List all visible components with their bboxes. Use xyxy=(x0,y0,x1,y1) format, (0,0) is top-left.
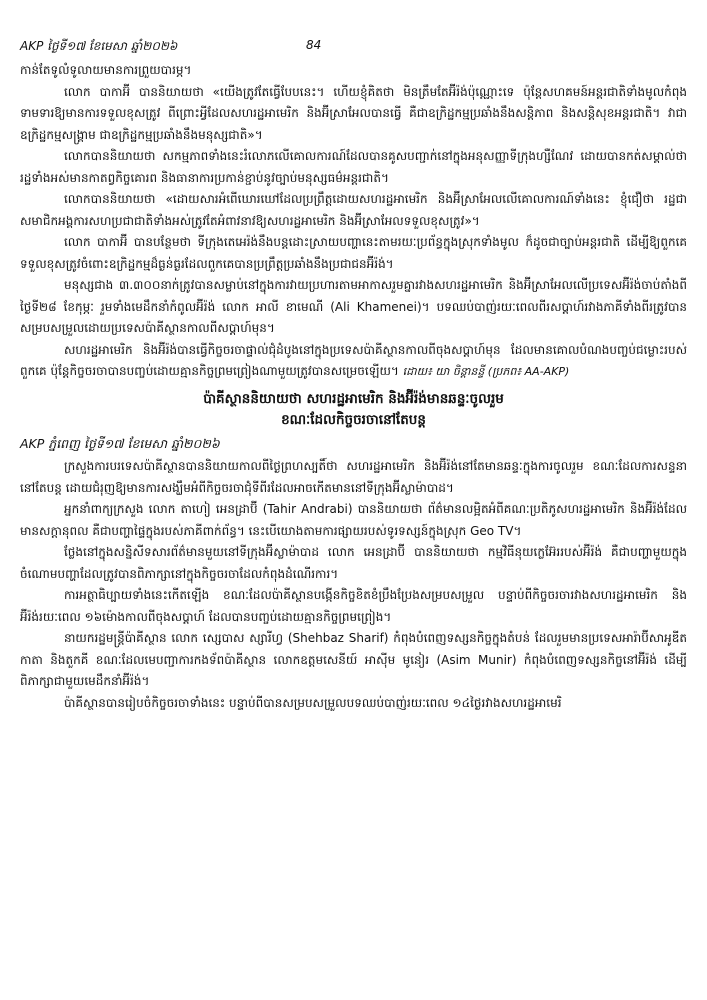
article2-paragraph: នាយករដ្ឋមន្ត្រីប៉ាគីស្ថាន លោក ស្សេបាស ស្សារីហ្វ (Shehbaz Sharif) កំពុងបំពេញទស្សនកិច្ចក្នុងតំបន់ ដែលរួមមានប្រទេសអារ៉ាប៊ីសាអូឌីត កាតា និងតួកគី ខណៈដែលមេបញ្ជាការកងទ័ពប៉ាគីស្ថាន លោកឧត្តមសេនីយ៍ អាស៊ីម មូនៀរ (Asim Munir) កំពុងបំពេញទស្សនកិច្ចនៅអ៊ីរ៉ង់ ដើម្បីពិភាក្សាជាមួយមេដឹកនាំអ៊ីរ៉ង់។ xyxy=(20,631,688,688)
article1-last-text: សហរដ្ឋអាមេរិក និងអ៊ីរ៉ង់បានធ្វើកិច្ចចរចាផ្ទាល់ជុំដំបូងនៅក្នុងប្រទេសប៉ាគីស្ថានកាលពីចុងសប្តាហ៍មុន ដែលមានគោលបំណងបញ្ចប់ជម្លោះរបស់ពួកគេ ប៉ុន្តែកិច្ចចរចាបានបញ្ចប់ដោយគ្មានកិច្ចព្រមព្រៀងណាមួយត្រូវបានសម្រេចឡើយ។ xyxy=(20,342,687,378)
page-content xyxy=(20,60,687,714)
page-header-dateline: AKP ថ្ងៃទី១៧ ខែមេសា ឆ្នាំ២០២៦ xyxy=(20,39,178,53)
page-number: 84 xyxy=(306,38,322,52)
article1-paragraph xyxy=(20,340,687,383)
article2-paragraph: ថ្លែងនៅក្នុងសន្និសីទសារព័ត៌មានមួយនៅទីក្រុងអ៊ីស្លាម៉ាបាដ លោក អេនដ្រាប៊ី បាននិយាយថា កម្មវិធីនុយក្លេអ៊ែររបស់អ៊ីរ៉ង់ គឺជាបញ្ហាមួយក្នុងចំណោមបញ្ហាដែលត្រូវបានពិភាក្សានៅក្នុងកិច្ចចរចាដែលកំពុងដំណើរការ។ xyxy=(20,545,687,581)
article2-paragraph: ការអត្ថាធិប្បាយទាំងនេះកើតឡើង ខណៈដែលប៉ាគីស្ថានបង្កើនកិច្ចខិតខំប្រឹងប្រែងសម្របសម្រួល បន្ទាប់ពីកិច្ចចរចារវាងសហរដ្ឋអាមេរិក និងអ៊ីរ៉ង់រយៈពេល ១៦ម៉ោងកាលពីចុងសប្តាហ៍ ដែលបានបញ្ចប់ដោយគ្មានកិច្ចព្រមព្រៀង។ xyxy=(20,588,687,624)
source-note: ដោយ៖ យា ចិន្តានន្ទី (ប្រភព៖ AA-AKP) xyxy=(402,365,570,378)
article2-headline xyxy=(20,389,687,431)
article1-paragraph: មនុស្សជាង ៣.៣០០នាក់ត្រូវបានសម្លាប់នៅក្នុងការវាយប្រហារតាមអាកាសរួមគ្នារវាងសហរដ្ឋអាមេរិក និងអ៊ីស្រាអែលលើប្រទេសអ៊ីរ៉ង់ចាប់តាំងពីថ្ងៃទី២៨ ខែកុម្ភៈ រួមទាំងមេដឹកនាំកំពូលអ៊ីរ៉ង់ លោក អាលី ខាមេណី (Ali Khamenei)។ បទឈប់បាញ់រយៈពេលពីរសប្តាហ៍រវាងភាគីទាំងពីរត្រូវបានសម្របសម្រួលដោយប្រទេសប៉ាគីស្ថានកាលពីសប្តាហ៍មុន។ xyxy=(20,278,687,335)
article1-paragraph: លោកបាននិយាយថា «ដោយសារអំពើឃោរឃៅដែលប្រព្រឹត្តដោយសហរដ្ឋអាមេរិក និងអ៊ីស្រាអែលលើគោលការណ៍ទាំងនេះ ខ្ញុំជឿថា រដ្ឋជាសមាជិកអង្គការសហប្រជាជាតិទាំងអស់ត្រូវតែអំពាវនាវឱ្យសហរដ្ឋអាមេរិក និងអ៊ីស្រាអែលទទួលខុសត្រូវ»។ xyxy=(20,192,687,228)
headline-line-1: ប៉ាគីស្ថាននិយាយថា សហរដ្ឋអាមេរិក និងអ៊ីរ៉ង់មានឆន្ទៈចូលរួម xyxy=(203,390,504,407)
article2-paragraph: ក្រសួងការបរទេសប៉ាគីស្ថានបាននិយាយកាលពីថ្ងៃព្រហស្បតិ៍ថា សហរដ្ឋអាមេរិក និងអ៊ីរ៉ង់នៅតែមានឆន្ទៈក្នុងការចូលរួម ខណៈដែលការសន្ទនានៅតែបន្ត ដោយជំរុញឱ្យមានការសង្ឃឹមអំពីកិច្ចចរចាជុំទីពីរដែលអាចកើតមាននៅទីក្រុងអ៊ីស្លាម៉ាបាដ។ xyxy=(20,459,687,495)
article1-paragraph: កាន់តែទូលំទូលាយមានការព្រួយបារម្ភ។ xyxy=(20,63,192,77)
headline-line-2: ខណៈដែលកិច្ចចរចានៅតែបន្ត xyxy=(281,411,426,428)
article1-paragraph: លោក បាកាអ៊ី បាននិយាយថា «យើងត្រូវតែធ្វើបែបនេះ។ ហើយខ្ញុំគិតថា មិនត្រឹមតែអ៊ីរ៉ង់ប៉ុណ្ណោះទេ ប៉ុន្តែសហគមន៍អន្តរជាតិទាំងមូលកំពុងទាមទារឱ្យមានការទទួលខុសត្រូវ ពីព្រោះអ្វីដែលសហរដ្ឋអាមេរិក និងអ៊ីស្រាអែលបានធ្វើ គឺជាឧក្រិដ្ឋកម្មប្រឆាំងនឹងសន្តិភាព និងសន្តិសុខអន្តរជាតិ។ វាជាឧក្រិដ្ឋកម្មសង្គ្រាម ជាឧក្រិដ្ឋកម្មប្រឆាំងនឹងមនុស្សជាតិ»។ xyxy=(20,84,687,142)
article1-paragraph: លោក បាកាអ៊ី បានបន្ថែមថា ទីក្រុងតេអេរ៉ង់នឹងបន្តដោះស្រាយបញ្ហានេះតាមរយៈប្រព័ន្ធក្នុងស្រុកទាំងមូល ក៏ដូចជាច្បាប់អន្តរជាតិ ដើម្បីឱ្យពួកគេទទួលខុសត្រូវចំពោះឧក្រិដ្ឋកម្មដ៏ធ្ងន់ធ្ងរដែលពួកគេបានប្រព្រឹត្តប្រឆាំងនឹងប្រជាជនអ៊ីរ៉ង់។ xyxy=(20,235,687,271)
article1-paragraph: លោកបាននិយាយថា សកម្មភាពទាំងនេះរំលោភលើគោលការណ៍ដែលបានគូសបញ្ជាក់នៅក្នុងអនុសញ្ញាទីក្រុងហ្សឺណែវ ដោយបានកត់សម្គាល់ថា រដ្ឋទាំងអស់មានកាតព្វកិច្ចគោរព និងធានាការប្រកាន់ខ្ជាប់នូវច្បាប់មនុស្សធម៌អន្តរជាតិ។ xyxy=(20,149,687,185)
article2-dateline: AKP ភ្នំពេញ ថ្ងៃទី១៧ ខែមេសា ឆ្នាំ២០២៦ xyxy=(20,435,220,451)
article2-paragraph: អ្នកនាំពាក្យក្រសួង លោក តាហៀ អេនដ្រាប៊ី (Tahir Andrabi) បាននិយាយថា ព័ត៌មានលម្អិតអំពីគណៈប្រតិភូសហរដ្ឋអាមេរិក និងអ៊ីរ៉ង់ដែលមានសក្តានុពល គឺជាបញ្ហាផ្ទៃក្នុងរបស់ភាគីពាក់ព័ន្ធ។ នេះបើយោងតាមការផ្សាយរបស់ទូរទស្សន៍ក្នុងស្រុក Geo TV។ xyxy=(20,502,687,538)
article2-paragraph: ប៉ាគីស្ថានបានរៀបចំកិច្ចចរចាទាំងនេះ បន្ទាប់ពីបានសម្របសម្រួលបទឈប់បាញ់រយៈពេល ១៤ថ្ងៃរវាងសហរដ្ឋអាមេរិ xyxy=(64,695,562,710)
